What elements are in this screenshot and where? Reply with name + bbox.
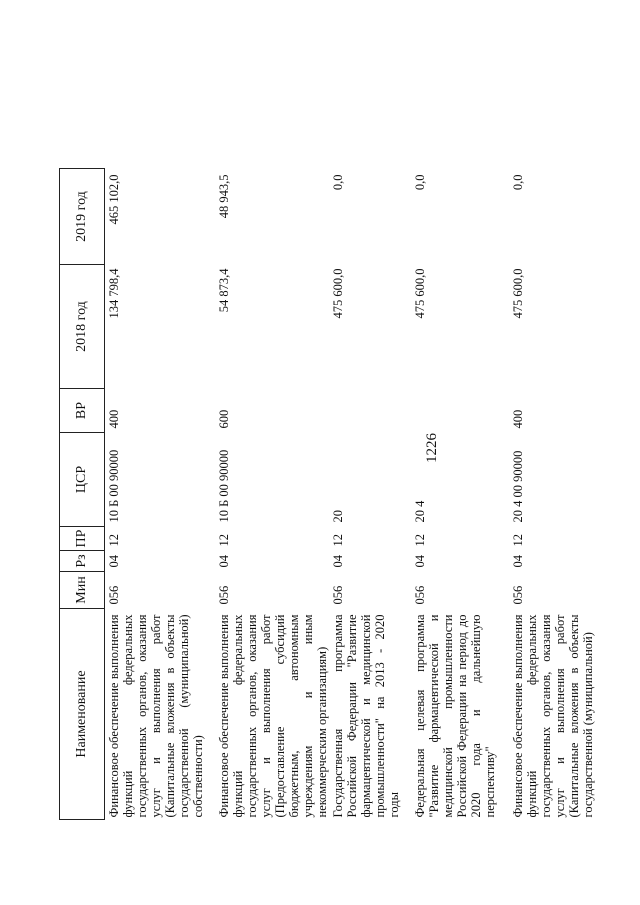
row-2019: 0,0: [412, 174, 427, 191]
row-rz: 04: [216, 555, 231, 568]
table-header-row: [60, 169, 105, 820]
row-name: Федеральная целевая программа "Развитие фармацевтической и медицинской промышленности Российской Федерации на период до 2020 года и дальнейшую перспективу": [412, 614, 497, 818]
table-row: [411, 169, 509, 820]
row-pr: 12: [330, 534, 345, 547]
row-2018: 475 600,0: [510, 268, 525, 319]
header-pr: ПР: [60, 527, 105, 551]
header-rz: Рз: [60, 551, 105, 572]
row-rz: 04: [412, 555, 427, 568]
table-row: [329, 169, 411, 820]
row-pr: 12: [412, 534, 427, 547]
row-name-text: Финансовое обеспечение выполнения функций федеральных государственных органов, оказания услуг и выполнения работ (Капитальные вложения в объекты государственной (муниципальной): [510, 614, 595, 818]
row-2019: 0,0: [510, 174, 525, 191]
row-rz: 04: [330, 555, 345, 568]
row-csr: 20: [330, 510, 345, 523]
header-vr: ВР: [60, 389, 105, 433]
header-2019: 2019 год: [60, 169, 105, 265]
row-csr: 20 4 00 90000: [510, 450, 525, 523]
row-name: [509, 609, 595, 820]
budget-table: [59, 168, 595, 820]
row-pr: 12: [107, 534, 121, 547]
row-name: Финансовое обеспечение выполнения функций федеральных государственных органов, оказания услуг и выполнения работ (Капитальные вложения в объекты государственной (муниципальной) собственности): [107, 614, 205, 818]
header-2018: 2018 год: [60, 265, 105, 389]
row-min: 056: [330, 585, 345, 605]
row-csr: 20 4: [412, 500, 427, 523]
row-vr: 600: [216, 409, 231, 429]
header-csr: ЦСР: [60, 433, 105, 527]
row-min: 056: [216, 585, 231, 605]
row-min: 056: [510, 585, 525, 605]
row-csr: 10 Б 00 90000: [107, 449, 121, 523]
table-row: [509, 169, 577, 820]
row-name: Финансовое обеспечение выполнения функций федеральных государственных органов, оказания услуг и выполнения работ (Предоставление субсидий бюджетным, автономным учреждениям и иным некоммерческим организациям): [216, 614, 329, 818]
row-2018: 475 600,0: [330, 268, 345, 319]
row-vr: 400: [107, 409, 121, 429]
row-vr: [411, 389, 509, 433]
row-2018: 134 798,4: [107, 268, 121, 319]
row-pr: 12: [510, 534, 525, 547]
row-name: Государственная программа Российской Федерации "Развитие фармацевтической и медицинской промышленности" на 2013 - 2020 годы: [330, 614, 401, 818]
row-2019: 465 102,0: [107, 174, 121, 225]
row-min: 056: [412, 585, 427, 605]
row-vr: 400: [510, 409, 525, 429]
table-row: [215, 169, 329, 820]
row-2018: 475 600,0: [412, 268, 427, 319]
row-min: 056: [107, 585, 121, 605]
row-vr: [329, 389, 411, 433]
page-number: 1226: [424, 433, 440, 463]
table-row: [105, 169, 215, 820]
row-rz: 04: [510, 555, 525, 568]
row-csr: 10 Б 00 90000: [216, 449, 231, 523]
row-rz: 04: [107, 555, 121, 568]
header-min: Мин: [60, 572, 105, 609]
header-name: Наименование: [60, 609, 105, 820]
row-2018: 54 873,4: [216, 268, 231, 313]
row-pr: 12: [216, 534, 231, 547]
row-2019: 48 943,5: [216, 174, 231, 219]
row-2019: 0,0: [330, 174, 345, 191]
